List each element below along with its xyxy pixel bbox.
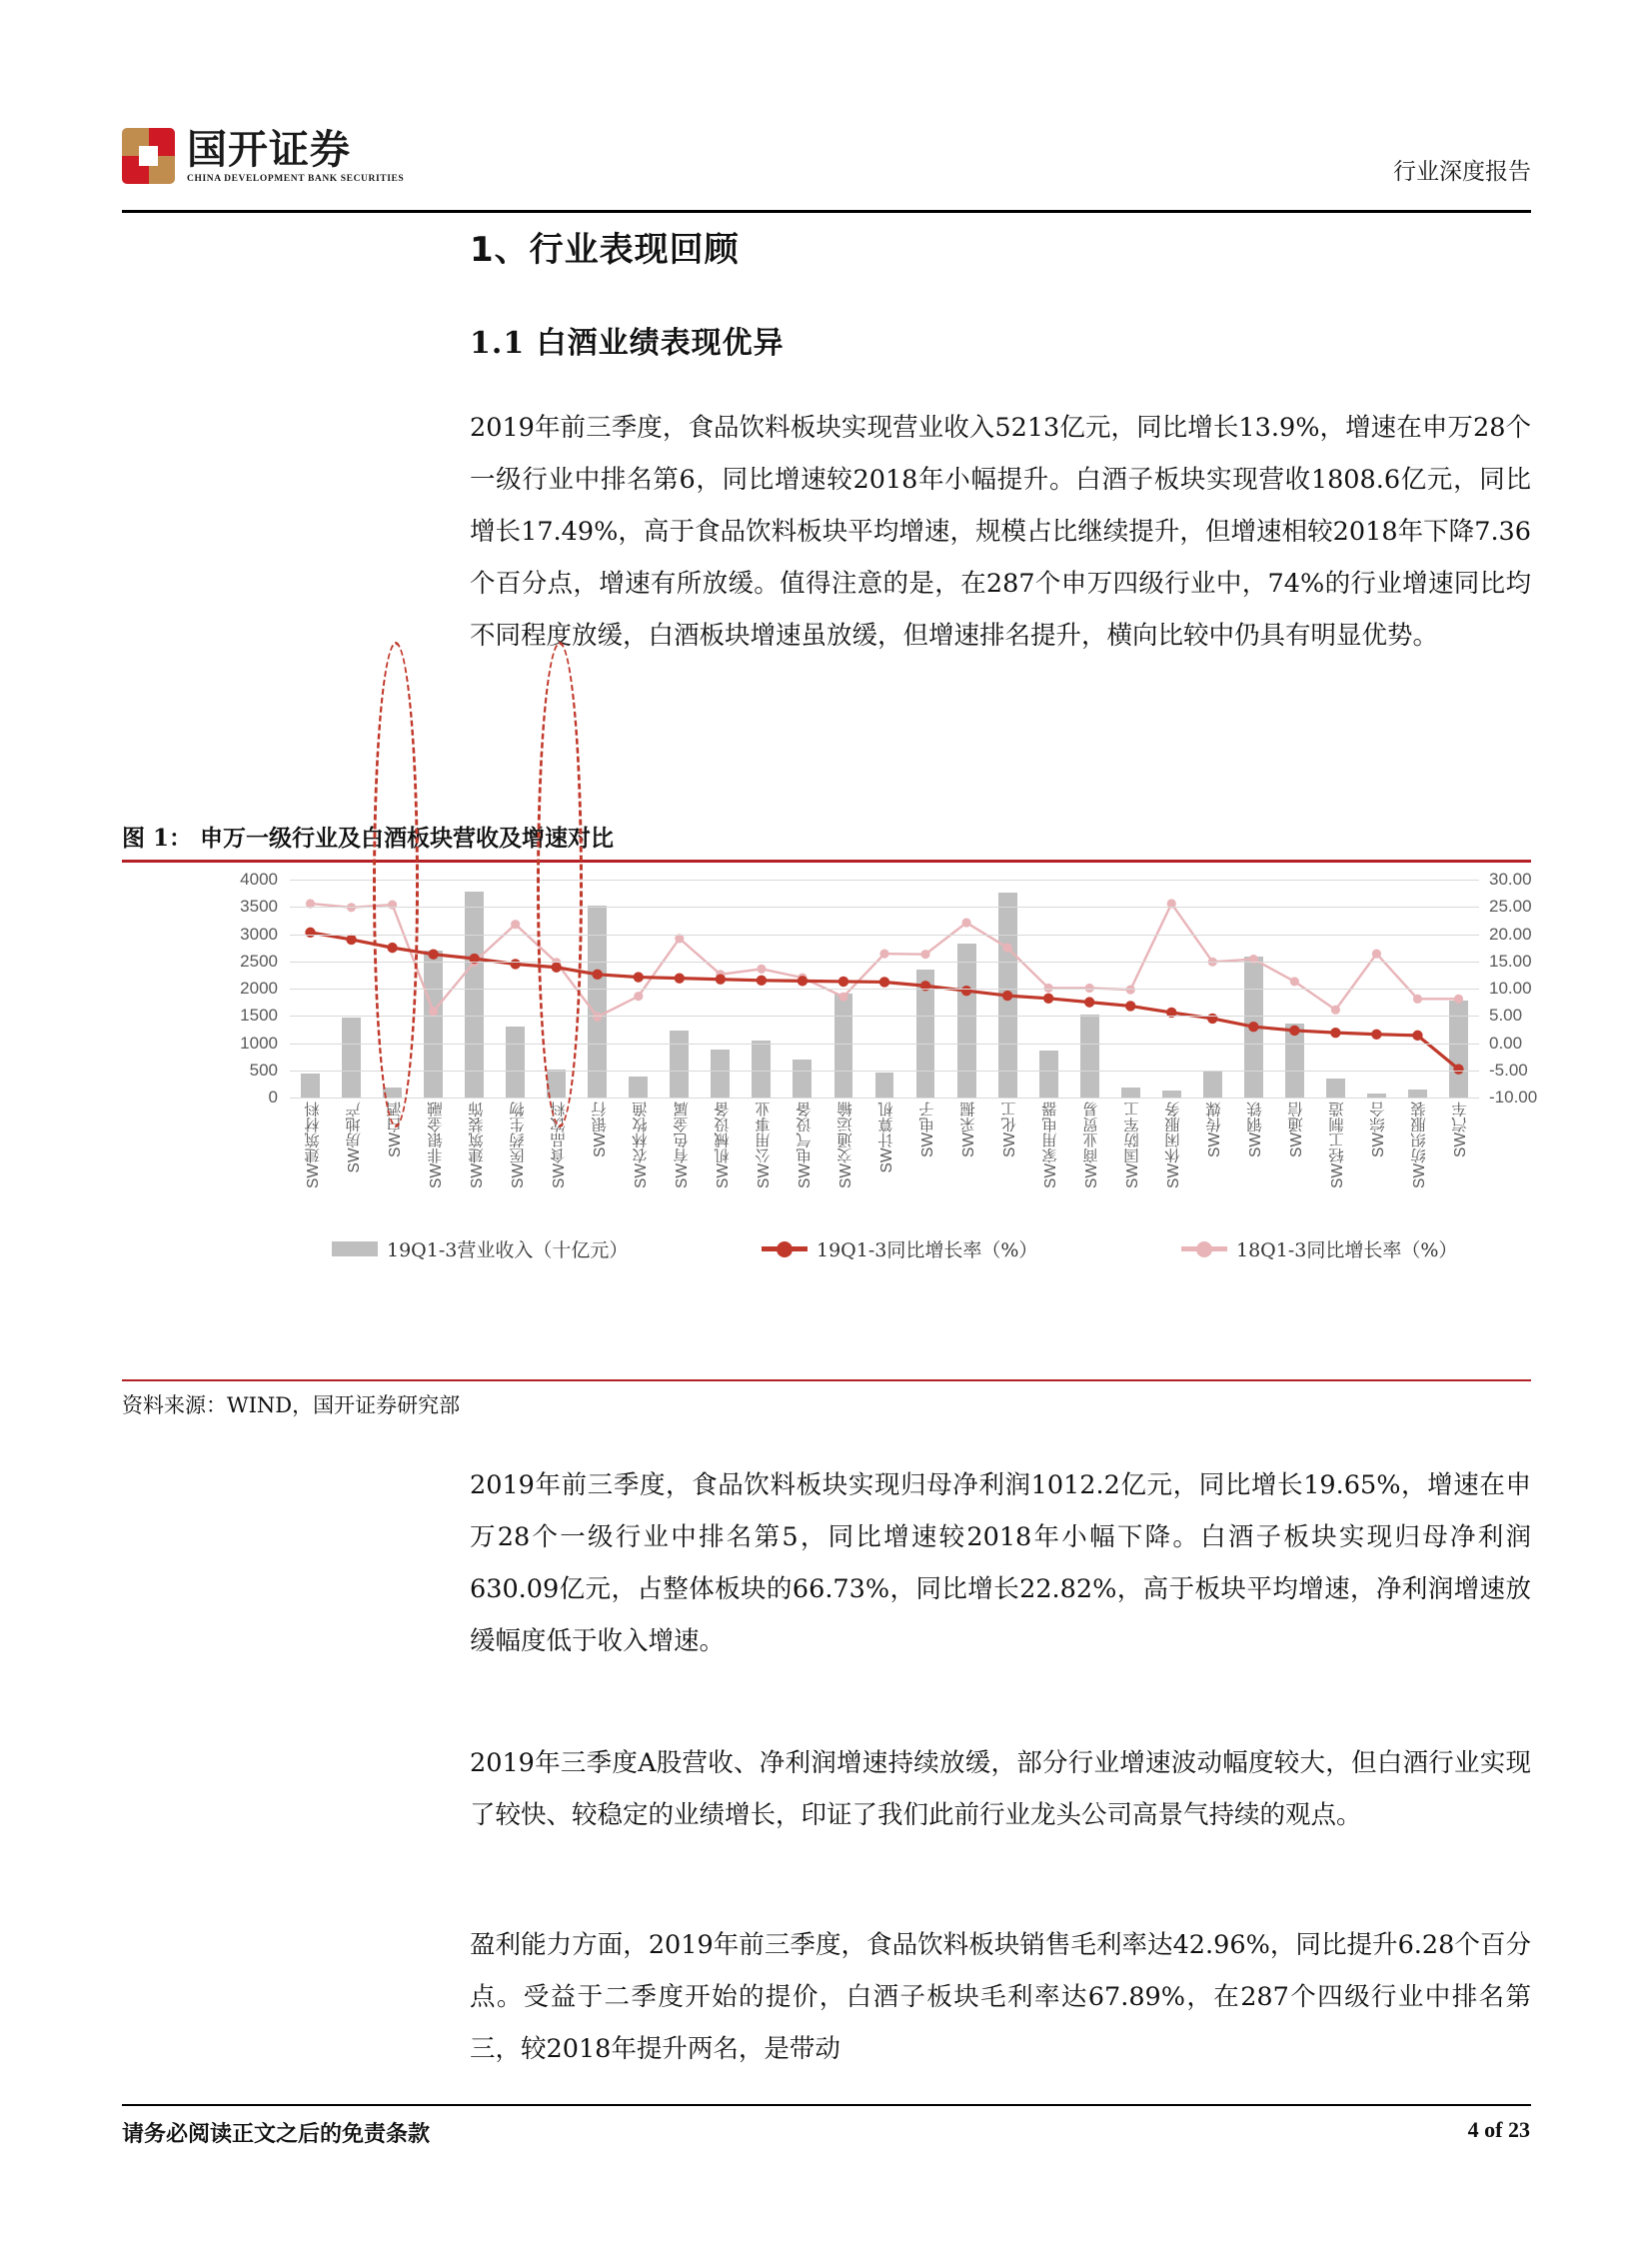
legend-item — [332, 1235, 628, 1262]
y-axis-right-tick: 20.00 — [1489, 924, 1532, 944]
x-axis-label: SW汽车 — [1452, 1102, 1470, 1157]
x-axis-label: SW通信 — [1288, 1102, 1306, 1157]
grid-line — [290, 907, 1479, 908]
chart-data-point — [961, 986, 971, 996]
chart-data-point — [920, 950, 929, 959]
chart-data-point — [634, 992, 643, 1001]
y-axis-left-tick: 4000 — [240, 870, 278, 889]
chart-figure-1 — [122, 868, 1538, 1377]
legend-bar-swatch — [332, 1241, 378, 1256]
chart-data-point — [879, 950, 888, 959]
chart-data-point — [1412, 1031, 1422, 1041]
y-axis-left-tick: 0 — [268, 1088, 278, 1107]
chart-data-point — [1454, 995, 1463, 1004]
chart-data-point — [961, 918, 970, 927]
y-axis-left-tick: 3000 — [240, 924, 278, 944]
report-type-label: 行业深度报告 — [1393, 159, 1531, 185]
figure-source: 资料来源：WIND，国开证券研究部 — [122, 1393, 461, 1417]
chart-data-point — [1002, 991, 1012, 1001]
chart-data-point — [1084, 997, 1094, 1007]
chart-data-point — [1125, 1001, 1135, 1011]
chart-data-point — [798, 976, 808, 986]
chart-data-point — [1371, 1030, 1381, 1040]
x-axis-label: SW机械设备 — [714, 1102, 732, 1188]
x-axis-label: SW商业贸易 — [1083, 1102, 1101, 1188]
y-axis-left-tick: 2500 — [240, 951, 278, 971]
x-axis-label: SW钢铁 — [1247, 1102, 1265, 1157]
x-axis-label: SW电气设备 — [796, 1102, 814, 1188]
legend-label: 19Q1-3同比增长率（%） — [817, 1239, 1038, 1261]
x-axis-label: SW非银金融 — [427, 1102, 445, 1188]
legend-label: 18Q1-3同比增长率（%） — [1236, 1239, 1458, 1261]
logo-mark-icon — [122, 128, 175, 184]
chart-data-point — [675, 973, 685, 983]
chart-legend — [122, 1235, 1531, 1269]
x-axis-label: SW建筑装饰 — [468, 1102, 486, 1188]
page-header — [122, 128, 1531, 202]
y-axis-right-tick: 5.00 — [1489, 1006, 1523, 1026]
chart-data-point — [511, 920, 520, 929]
figure-caption-rule — [122, 860, 1531, 863]
chart-data-point — [346, 935, 356, 945]
footer-divider — [122, 2104, 1531, 2106]
legend-item — [1181, 1235, 1457, 1262]
chart-data-point — [757, 976, 767, 986]
x-axis-label: SW有色金属 — [673, 1102, 691, 1188]
y-axis-left-tick: 1500 — [240, 1006, 278, 1026]
y-axis-right-tick: -5.00 — [1489, 1060, 1528, 1080]
x-axis-label: SW房地产 — [345, 1102, 363, 1173]
x-axis-label: SW国防军工 — [1124, 1102, 1142, 1188]
chart-data-point — [593, 970, 603, 980]
grid-line — [290, 1098, 1479, 1099]
x-axis-label: SW休闲服务 — [1165, 1102, 1183, 1188]
x-axis-label: SW电子 — [919, 1102, 937, 1157]
x-axis-label: SW医药生物 — [509, 1102, 527, 1188]
x-axis-label: SW农林牧渔 — [632, 1102, 650, 1188]
x-axis-label: SW公用事业 — [755, 1102, 773, 1188]
grid-line — [290, 962, 1479, 963]
paragraph-3: 2019年三季度A股营收、净利润增速持续放缓，部分行业增速波动幅度较大，但白酒行业实现了较快、较稳定的业绩增长，印证了我们此前行业龙头公司高景气持续的观点。 — [470, 1748, 1531, 1830]
paragraph-2: 2019年前三季度，食品饮料板块实现归母净利润1012.2亿元，同比增长19.65%，增速在申万28个一级行业中排名第5，同比增速较2018年小幅下降。白酒子板块实现归母净利润630.09亿元，占整体板块的66.73%，同比增长22.82%，高于板块平均增速，净利润增速放缓幅度低于收入增速。 — [470, 1470, 1531, 1656]
grid-line — [290, 1071, 1479, 1072]
x-axis-label: SW建筑材料 — [304, 1102, 322, 1188]
footer-disclaimer: 请务必阅读正文之后的免责条款 — [122, 2121, 431, 2147]
highlight-ellipse — [373, 642, 419, 1127]
x-axis-label: SW采掘 — [960, 1102, 978, 1157]
highlight-ellipse — [537, 642, 583, 1127]
section-heading-1-1: 1.1 白酒业绩表现优异 — [470, 326, 785, 361]
chart-data-point — [593, 1013, 602, 1022]
y-axis-left-tick: 1000 — [240, 1033, 278, 1053]
chart-data-point — [1372, 950, 1381, 959]
grid-line — [290, 1044, 1479, 1045]
y-axis-right-tick: 30.00 — [1489, 870, 1532, 889]
chart-data-point — [1126, 985, 1135, 994]
chart-data-point — [1453, 1064, 1463, 1074]
paragraph-4: 盈利能力方面，2019年前三季度，食品饮料板块销售毛利率达42.96%，同比提升6.28个百分点。受益于二季度开始的提价，白酒子板块毛利率达67.89%，在287个四级行业中排名第三，较2018年提升两名，是带动 — [470, 1930, 1531, 2064]
chart-data-point — [1330, 1028, 1340, 1038]
company-logo — [122, 128, 404, 184]
chart-data-point — [428, 949, 438, 959]
y-axis-right-ticks — [1489, 870, 1549, 1107]
chart-data-point — [838, 993, 847, 1002]
legend-item — [762, 1235, 1037, 1262]
chart-data-point — [1003, 944, 1012, 953]
grid-line — [290, 1016, 1479, 1017]
chart-data-point — [1413, 995, 1422, 1004]
x-axis-label: SW交通运输 — [836, 1102, 854, 1188]
chart-data-point — [838, 977, 848, 987]
chart-data-point — [429, 1007, 438, 1016]
x-axis-label: SW计算机 — [878, 1102, 895, 1173]
y-axis-right-tick: 25.00 — [1489, 897, 1532, 917]
y-axis-left-tick: 2000 — [240, 979, 278, 998]
chart-plot-area — [290, 880, 1479, 1098]
grid-line — [290, 880, 1479, 881]
chart-data-point — [1248, 1022, 1258, 1032]
x-axis-label: SW银行 — [591, 1102, 609, 1157]
legend-line-swatch — [762, 1246, 808, 1251]
page-number: 4 of 23 — [1467, 2117, 1530, 2142]
x-axis-labels — [290, 1102, 1479, 1223]
x-axis-label: SW化工 — [1001, 1102, 1019, 1157]
y-axis-right-tick: 0.00 — [1489, 1033, 1523, 1053]
grid-line — [290, 935, 1479, 936]
y-axis-right-tick: 10.00 — [1489, 979, 1532, 998]
x-axis-label: SW白酒 — [386, 1102, 404, 1157]
y-axis-left-tick: 500 — [249, 1060, 278, 1080]
y-axis-right-tick: -10.00 — [1489, 1088, 1538, 1107]
source-rule — [122, 1379, 1531, 1381]
figure-caption: 图 1： 申万一级行业及白酒板块营收及增速对比 — [122, 825, 615, 852]
chart-data-point — [1331, 1006, 1340, 1015]
x-axis-label: SW轻工制造 — [1329, 1102, 1347, 1188]
logo-chinese-name: 国开证券 — [187, 126, 351, 174]
chart-data-point — [1249, 955, 1258, 964]
grid-line — [290, 989, 1479, 990]
y-axis-left-tick: 3500 — [240, 897, 278, 917]
x-axis-label: SW综合 — [1370, 1102, 1388, 1157]
chart-data-point — [675, 934, 684, 943]
y-axis-left-ticks — [218, 870, 278, 1107]
y-axis-right-tick: 15.00 — [1489, 951, 1532, 971]
logo-english-name: CHINA DEVELOPMENT BANK SECURITIES — [187, 174, 405, 184]
chart-data-point — [634, 972, 644, 982]
x-axis-label: SW家用电器 — [1042, 1102, 1060, 1188]
x-axis-label: SW食品饮料 — [550, 1102, 568, 1188]
chart-data-point — [879, 977, 889, 987]
header-divider — [122, 210, 1531, 213]
chart-data-point — [1290, 977, 1299, 986]
chart-data-point — [757, 965, 766, 974]
section-heading-1: 1、行业表现回顾 — [470, 230, 740, 270]
legend-label: 19Q1-3营业收入（十亿元） — [387, 1239, 629, 1261]
x-axis-label: SW传媒 — [1206, 1102, 1224, 1157]
x-axis-label: SW纺织服装 — [1411, 1102, 1429, 1188]
chart-data-point — [1043, 994, 1053, 1004]
chart-data-point — [1289, 1026, 1299, 1036]
chart-data-point — [716, 975, 726, 985]
chart-data-point — [305, 928, 315, 938]
paragraph-1: 2019年前三季度，食品饮料板块实现营业收入5213亿元，同比增长13.9%，增速在申万28个一级行业中排名第6，同比增速较2018年小幅提升。白酒子板块实现营收1808.6亿元，同比增长17.49%，高于食品饮料板块平均增速，规模占比继续提升，但增速相较2018年下降7.36个百分点，增速有所放缓。值得注意的是，在287个申万四级行业中，74%的行业增速同比均不同程度放缓，白酒板块增速虽放缓，但增速排名提升，横向比较中仍具有明显优势。 — [470, 413, 1531, 651]
legend-line-swatch — [1181, 1246, 1227, 1251]
